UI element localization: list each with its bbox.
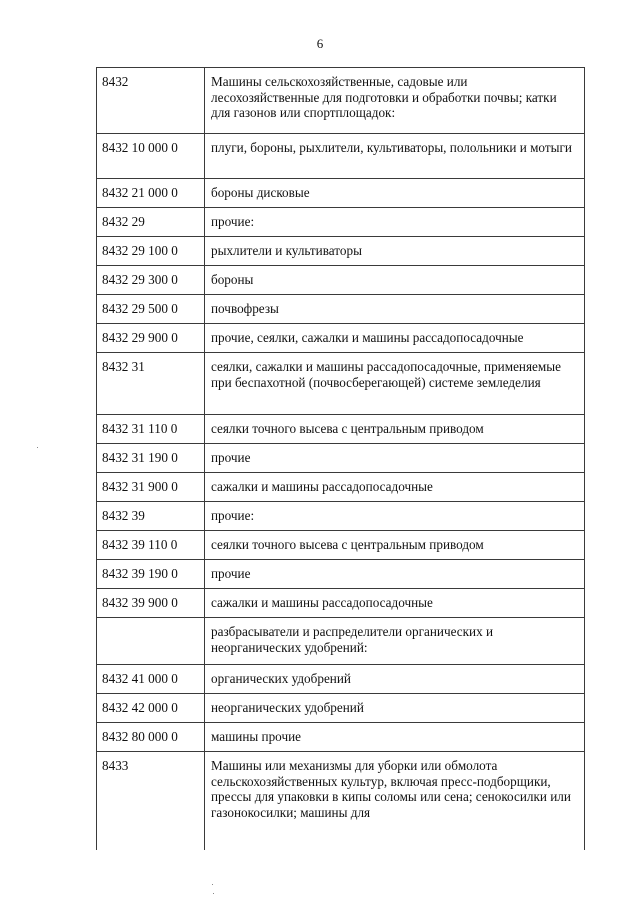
code-cell: 8433 (97, 752, 205, 850)
table-row (97, 179, 585, 208)
table-row (97, 444, 585, 473)
table-row (97, 694, 585, 723)
description-cell: сеялки точного высева с центральным приводом (205, 531, 585, 560)
description-cell: бороны (205, 266, 585, 295)
table-row (97, 665, 585, 694)
code-cell: 8432 21 000 0 (97, 179, 205, 208)
code-cell: 8432 39 900 0 (97, 589, 205, 618)
description-cell: прочие: (205, 502, 585, 531)
description-cell: прочие (205, 444, 585, 473)
scan-speck (213, 893, 214, 894)
description-cell: неорганических удобрений (205, 694, 585, 723)
code-cell: 8432 31 900 0 (97, 473, 205, 502)
table-row (97, 208, 585, 237)
code-cell: 8432 29 300 0 (97, 266, 205, 295)
scan-speck (212, 884, 213, 885)
code-cell: 8432 41 000 0 (97, 665, 205, 694)
table-row (97, 68, 585, 134)
code-cell: 8432 39 110 0 (97, 531, 205, 560)
table-row (97, 295, 585, 324)
description-cell: Машины сельскохозяйственные, садовые или лесохозяйственные для подготовки и обработки почвы; катки для газонов или спортплощадок: (205, 68, 585, 134)
table-row (97, 134, 585, 179)
code-cell: 8432 29 500 0 (97, 295, 205, 324)
page-number: 6 (316, 36, 324, 51)
description-cell: бороны дисковые (205, 179, 585, 208)
description-cell: машины прочие (205, 723, 585, 752)
code-cell: 8432 31 190 0 (97, 444, 205, 473)
table-row (97, 589, 585, 618)
description-cell: разбрасыватели и распределители органических и неорганических удобрений: (205, 618, 585, 665)
code-cell: 8432 80 000 0 (97, 723, 205, 752)
table-row (97, 723, 585, 752)
table-row (97, 324, 585, 353)
table-row (97, 560, 585, 589)
description-cell: рыхлители и культиваторы (205, 237, 585, 266)
code-cell (97, 618, 205, 665)
description-cell: прочие: (205, 208, 585, 237)
code-cell: 8432 (97, 68, 205, 134)
table-row (97, 752, 585, 850)
code-cell: 8432 31 110 0 (97, 415, 205, 444)
tariff-code-table (96, 67, 585, 850)
table-row (97, 266, 585, 295)
description-cell: органических удобрений (205, 665, 585, 694)
table-row (97, 618, 585, 665)
description-cell: Машины или механизмы для уборки или обмолота сельскохозяйственных культур, включая пресс-подборщики, прессы для упаковки в кипы соломы или сена; сенокосилки или газонокосилки; машины для (205, 752, 585, 850)
code-cell: 8432 39 (97, 502, 205, 531)
description-cell: сажалки и машины рассадопосадочные (205, 473, 585, 502)
description-cell: прочие, сеялки, сажалки и машины рассадопосадочные (205, 324, 585, 353)
code-cell: 8432 29 100 0 (97, 237, 205, 266)
table-row (97, 237, 585, 266)
table-row (97, 473, 585, 502)
description-cell: сеялки точного высева с центральным приводом (205, 415, 585, 444)
description-cell: сажалки и машины рассадопосадочные (205, 589, 585, 618)
description-cell: прочие (205, 560, 585, 589)
code-cell: 8432 10 000 0 (97, 134, 205, 179)
scan-speck (37, 447, 38, 448)
table-row (97, 502, 585, 531)
description-cell: плуги, бороны, рыхлители, культиваторы, полольники и мотыги (205, 134, 585, 179)
description-cell: почвофрезы (205, 295, 585, 324)
description-cell: сеялки, сажалки и машины рассадопосадочные, применяемые при беспахотной (почвосберегающей) системе земледелия (205, 353, 585, 415)
code-cell: 8432 39 190 0 (97, 560, 205, 589)
code-cell: 8432 42 000 0 (97, 694, 205, 723)
code-cell: 8432 29 900 0 (97, 324, 205, 353)
code-cell: 8432 29 (97, 208, 205, 237)
table-row (97, 353, 585, 415)
code-cell: 8432 31 (97, 353, 205, 415)
table-row (97, 415, 585, 444)
table-row (97, 531, 585, 560)
